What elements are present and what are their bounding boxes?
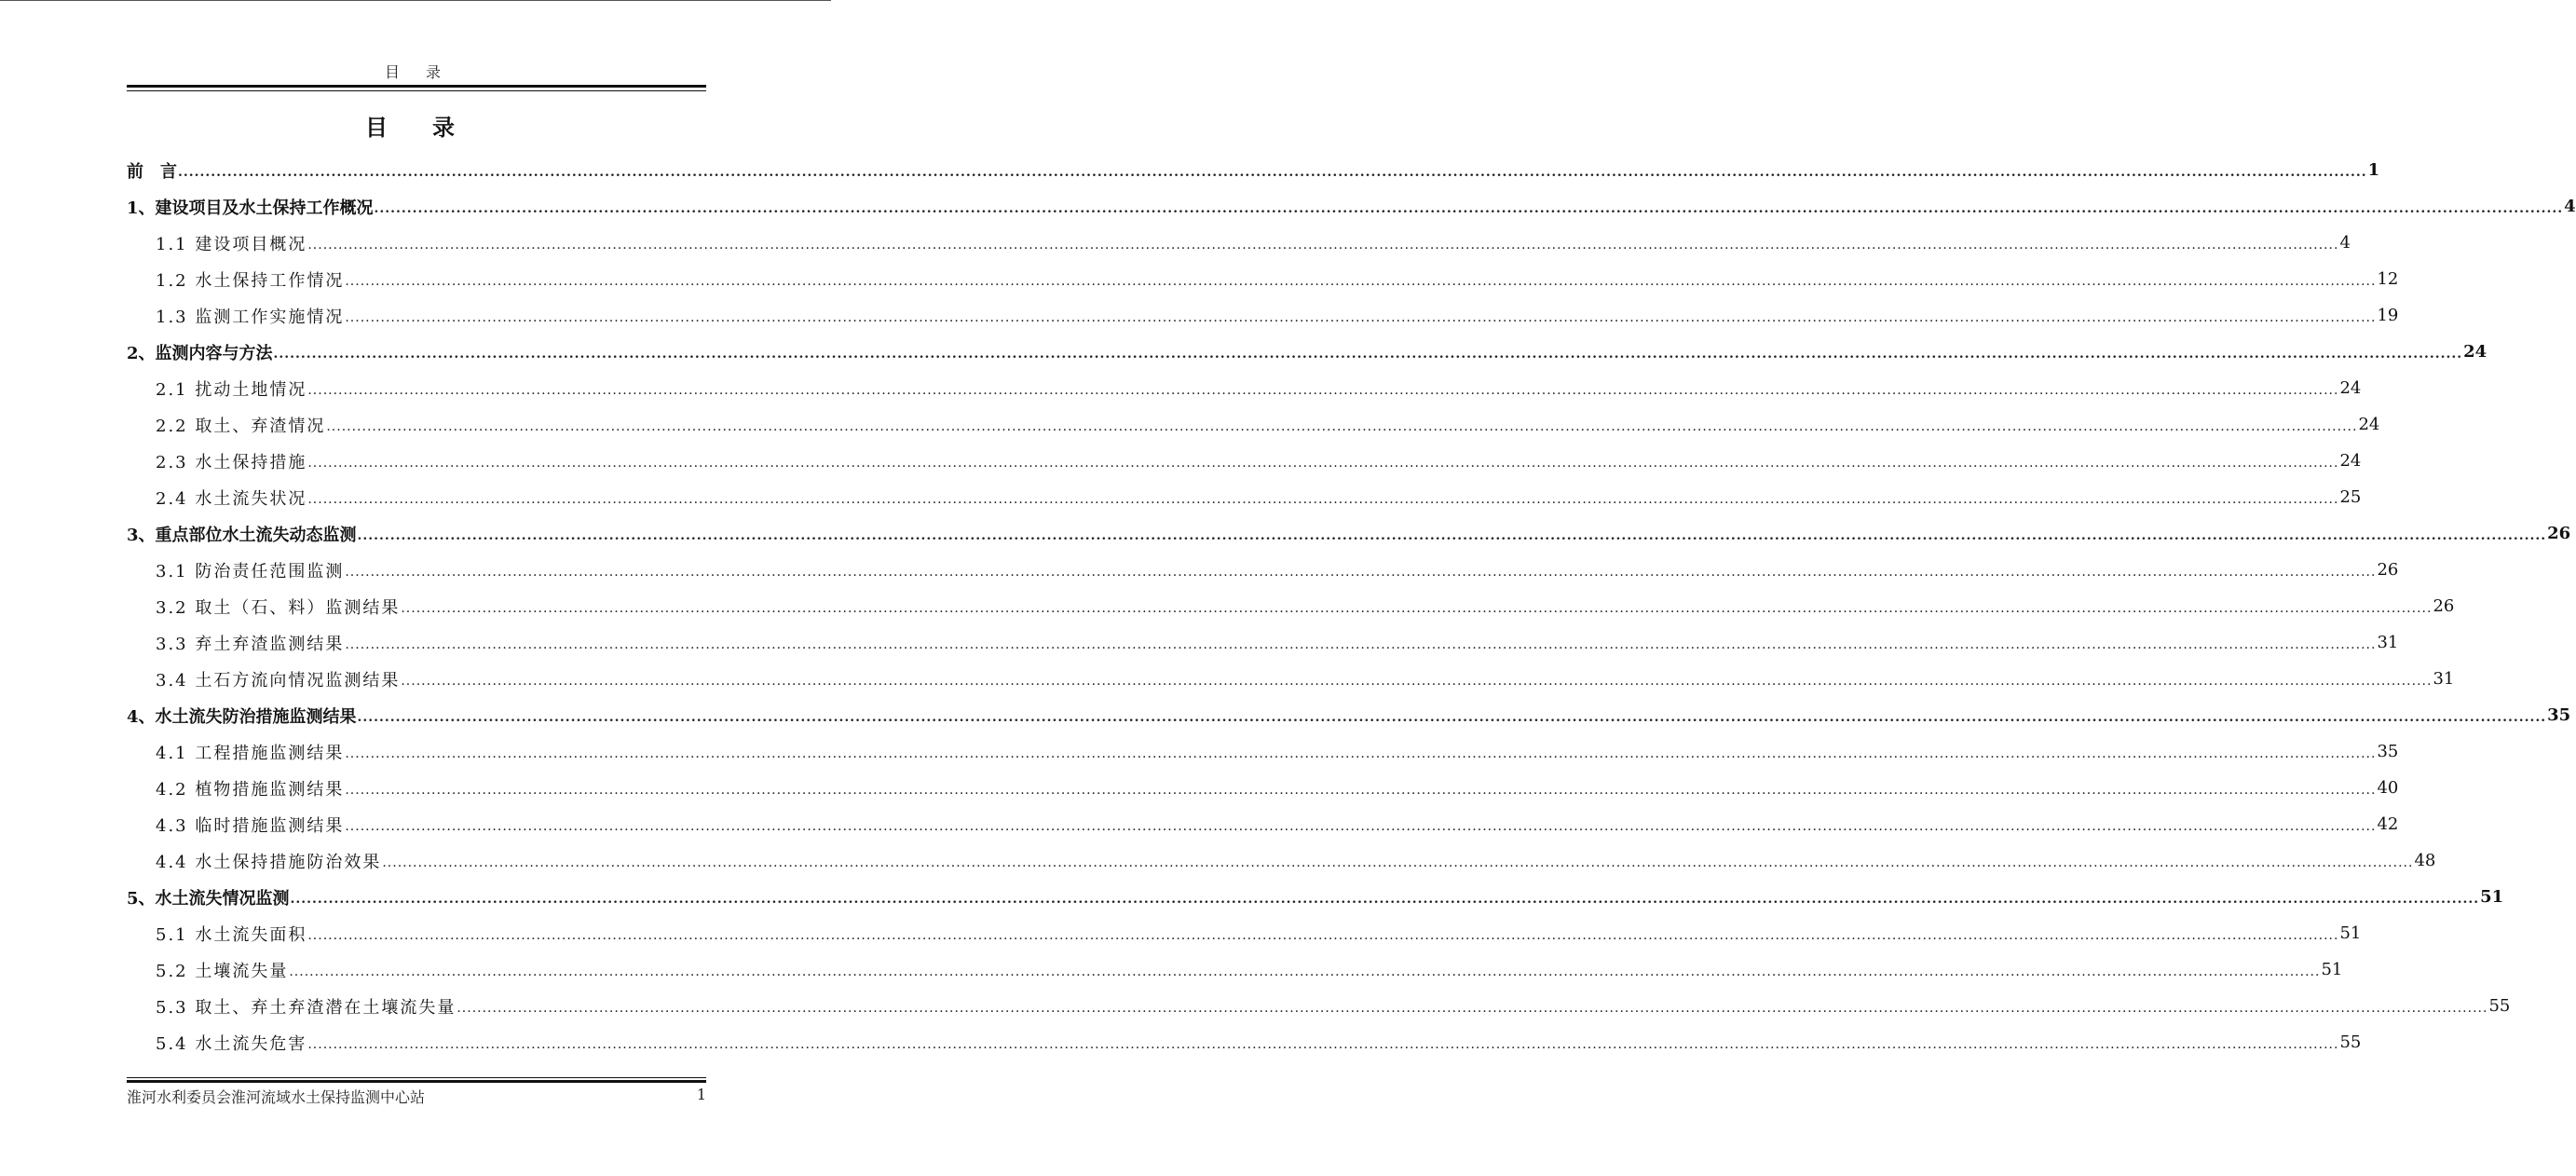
toc-entry-label: 5、水土流失情况监测	[127, 888, 290, 909]
toc-dot-leader: ................................................................................................................................................................................................................................................................................................................................................................................................................	[307, 456, 2339, 471]
toc-chapter-entry[interactable]	[127, 152, 2380, 188]
toc-section-entry[interactable]	[127, 552, 2399, 588]
toc-entry-label: 4.3 临时措施监测结果	[156, 815, 345, 836]
toc-entry-page-number: 51	[2321, 960, 2343, 979]
running-header: 目 录	[384, 63, 446, 81]
table-of-contents	[127, 152, 2576, 1060]
toc-dot-leader: ................................................................................................................................................................................................................................................................................................................................................................................................................	[357, 710, 2547, 725]
toc-entry-page-number: 24	[2463, 342, 2487, 362]
toc-entry-label: 2.2 取土、弃渣情况	[156, 416, 326, 436]
toc-entry-label: 3.2 取土（石、料）监测结果	[156, 597, 401, 618]
toc-section-entry[interactable]	[127, 261, 2399, 297]
toc-entry-label: 5.1 水土流失面积	[156, 924, 307, 945]
toc-chapter-entry[interactable]	[127, 515, 2571, 552]
toc-dot-leader: ................................................................................................................................................................................................................................................................................................................................................................................................................	[457, 1001, 2488, 1016]
toc-section-entry[interactable]	[127, 479, 2362, 515]
header-rule-thin	[127, 90, 706, 91]
toc-entry-label: 2.4 水土流失状况	[156, 488, 307, 509]
toc-section-entry[interactable]	[127, 297, 2399, 334]
toc-entry-label: 1.3 监测工作实施情况	[156, 307, 345, 327]
toc-entry-page-number: 25	[2339, 487, 2362, 507]
footer-rule-thin	[127, 1077, 706, 1078]
toc-chapter-entry[interactable]	[127, 188, 2576, 225]
toc-section-entry[interactable]	[127, 225, 2351, 261]
toc-section-entry[interactable]	[127, 806, 2399, 842]
footer-organization: 淮河水利委员会淮河流域水土保持监测中心站	[127, 1088, 426, 1106]
toc-entry-page-number: 12	[2377, 269, 2399, 289]
toc-entry-label: 1、建设项目及水土保持工作概况	[127, 198, 374, 218]
toc-entry-page-number: 42	[2377, 814, 2399, 834]
toc-entry-page-number: 26	[2433, 596, 2455, 616]
toc-entry-page-number: 4	[2564, 197, 2576, 216]
footer-page-number: 1	[696, 1086, 706, 1103]
page-footer	[127, 1086, 706, 1107]
toc-dot-leader: ................................................................................................................................................................................................................................................................................................................................................................................................................	[345, 746, 2377, 761]
toc-entry-page-number: 51	[2339, 923, 2362, 943]
page-top-border	[0, 0, 831, 1]
toc-dot-leader: ................................................................................................................................................................................................................................................................................................................................................................................................................	[382, 855, 2414, 870]
toc-section-entry[interactable]	[127, 951, 2343, 988]
toc-dot-leader: ................................................................................................................................................................................................................................................................................................................................................................................................................	[326, 419, 2358, 434]
toc-entry-label: 前 言	[127, 161, 177, 182]
toc-dot-leader: ................................................................................................................................................................................................................................................................................................................................................................................................................	[289, 964, 2321, 979]
toc-entry-label: 4.2 植物措施监测结果	[156, 779, 345, 800]
toc-dot-leader: ................................................................................................................................................................................................................................................................................................................................................................................................................	[345, 819, 2377, 834]
toc-entry-label: 4.1 工程措施监测结果	[156, 743, 345, 763]
toc-dot-leader: ................................................................................................................................................................................................................................................................................................................................................................................................................	[290, 892, 2480, 907]
footer-rule-thick	[127, 1080, 706, 1083]
toc-entry-page-number: 26	[2377, 560, 2399, 580]
toc-entry-page-number: 40	[2377, 778, 2399, 798]
toc-entry-page-number: 31	[2433, 669, 2455, 689]
toc-chapter-entry[interactable]	[127, 697, 2571, 733]
toc-section-entry[interactable]	[127, 588, 2455, 624]
toc-section-entry[interactable]	[127, 443, 2362, 479]
toc-section-entry[interactable]	[127, 370, 2362, 406]
toc-entry-label: 2.3 水土保持措施	[156, 452, 307, 472]
toc-section-entry[interactable]	[127, 661, 2455, 697]
toc-dot-leader: ................................................................................................................................................................................................................................................................................................................................................................................................................	[345, 274, 2377, 289]
toc-entry-label: 5.2 土壤流失量	[156, 961, 289, 981]
toc-entry-label: 3、重点部位水土流失动态监测	[127, 525, 357, 545]
header-rule-thick	[127, 85, 706, 88]
toc-dot-leader: ................................................................................................................................................................................................................................................................................................................................................................................................................	[345, 783, 2377, 798]
toc-dot-leader: ................................................................................................................................................................................................................................................................................................................................................................................................................	[307, 1037, 2339, 1052]
toc-entry-page-number: 24	[2339, 378, 2362, 398]
toc-entry-label: 4.4 水土保持措施防治效果	[156, 852, 382, 872]
toc-entry-page-number: 35	[2377, 742, 2399, 761]
toc-entry-page-number: 48	[2414, 851, 2436, 870]
page-title: 目 录	[365, 114, 466, 141]
toc-entry-page-number: 4	[2339, 233, 2351, 253]
toc-entry-label: 1.2 水土保持工作情况	[156, 270, 345, 291]
toc-dot-leader: ................................................................................................................................................................................................................................................................................................................................................................................................................	[307, 238, 2339, 253]
toc-dot-leader: ................................................................................................................................................................................................................................................................................................................................................................................................................	[345, 565, 2377, 580]
toc-entry-page-number: 51	[2480, 887, 2504, 907]
toc-entry-page-number: 24	[2339, 451, 2362, 471]
toc-chapter-entry[interactable]	[127, 879, 2504, 915]
toc-dot-leader: ................................................................................................................................................................................................................................................................................................................................................................................................................	[345, 637, 2377, 652]
toc-dot-leader: ................................................................................................................................................................................................................................................................................................................................................................................................................	[401, 601, 2433, 616]
toc-dot-leader: ................................................................................................................................................................................................................................................................................................................................................................................................................	[273, 347, 2463, 362]
toc-entry-page-number: 24	[2358, 415, 2380, 434]
toc-entry-label: 3.3 弃土弃渣监测结果	[156, 634, 345, 654]
toc-entry-page-number: 35	[2547, 705, 2571, 725]
toc-dot-leader: ................................................................................................................................................................................................................................................................................................................................................................................................................	[345, 310, 2377, 325]
toc-chapter-entry[interactable]	[127, 334, 2487, 370]
toc-entry-label: 2.1 扰动土地情况	[156, 379, 307, 400]
toc-section-entry[interactable]	[127, 624, 2399, 661]
toc-entry-page-number: 55	[2488, 996, 2511, 1016]
toc-entry-label: 1.1 建设项目概况	[156, 234, 307, 254]
toc-entry-page-number: 31	[2377, 633, 2399, 652]
toc-entry-label: 5.4 水土流失危害	[156, 1033, 307, 1054]
toc-section-entry[interactable]	[127, 842, 2436, 879]
toc-dot-leader: ................................................................................................................................................................................................................................................................................................................................................................................................................	[401, 674, 2433, 689]
toc-section-entry[interactable]	[127, 1024, 2362, 1060]
toc-entry-label: 3.1 防治责任范围监测	[156, 561, 345, 581]
toc-entry-page-number: 26	[2547, 524, 2571, 543]
toc-section-entry[interactable]	[127, 406, 2380, 443]
toc-entry-page-number: 1	[2367, 160, 2380, 180]
toc-entry-label: 5.3 取土、弃土弃渣潜在土壤流失量	[156, 997, 457, 1018]
toc-entry-label: 2、监测内容与方法	[127, 343, 273, 363]
toc-entry-label: 4、水土流失防治措施监测结果	[127, 706, 357, 727]
toc-section-entry[interactable]	[127, 915, 2362, 951]
toc-entry-page-number: 19	[2377, 306, 2399, 325]
toc-dot-leader: ................................................................................................................................................................................................................................................................................................................................................................................................................	[374, 201, 2564, 216]
toc-dot-leader: ................................................................................................................................................................................................................................................................................................................................................................................................................	[178, 165, 2367, 180]
toc-dot-leader: ................................................................................................................................................................................................................................................................................................................................................................................................................	[307, 928, 2339, 943]
toc-section-entry[interactable]	[127, 988, 2511, 1024]
toc-dot-leader: ................................................................................................................................................................................................................................................................................................................................................................................................................	[307, 492, 2339, 507]
toc-dot-leader: ................................................................................................................................................................................................................................................................................................................................................................................................................	[307, 383, 2339, 398]
toc-entry-label: 3.4 土石方流向情况监测结果	[156, 670, 401, 691]
toc-entry-page-number: 55	[2339, 1032, 2362, 1052]
toc-dot-leader: ................................................................................................................................................................................................................................................................................................................................................................................................................	[357, 528, 2547, 543]
toc-section-entry[interactable]	[127, 733, 2399, 770]
toc-section-entry[interactable]	[127, 770, 2399, 806]
